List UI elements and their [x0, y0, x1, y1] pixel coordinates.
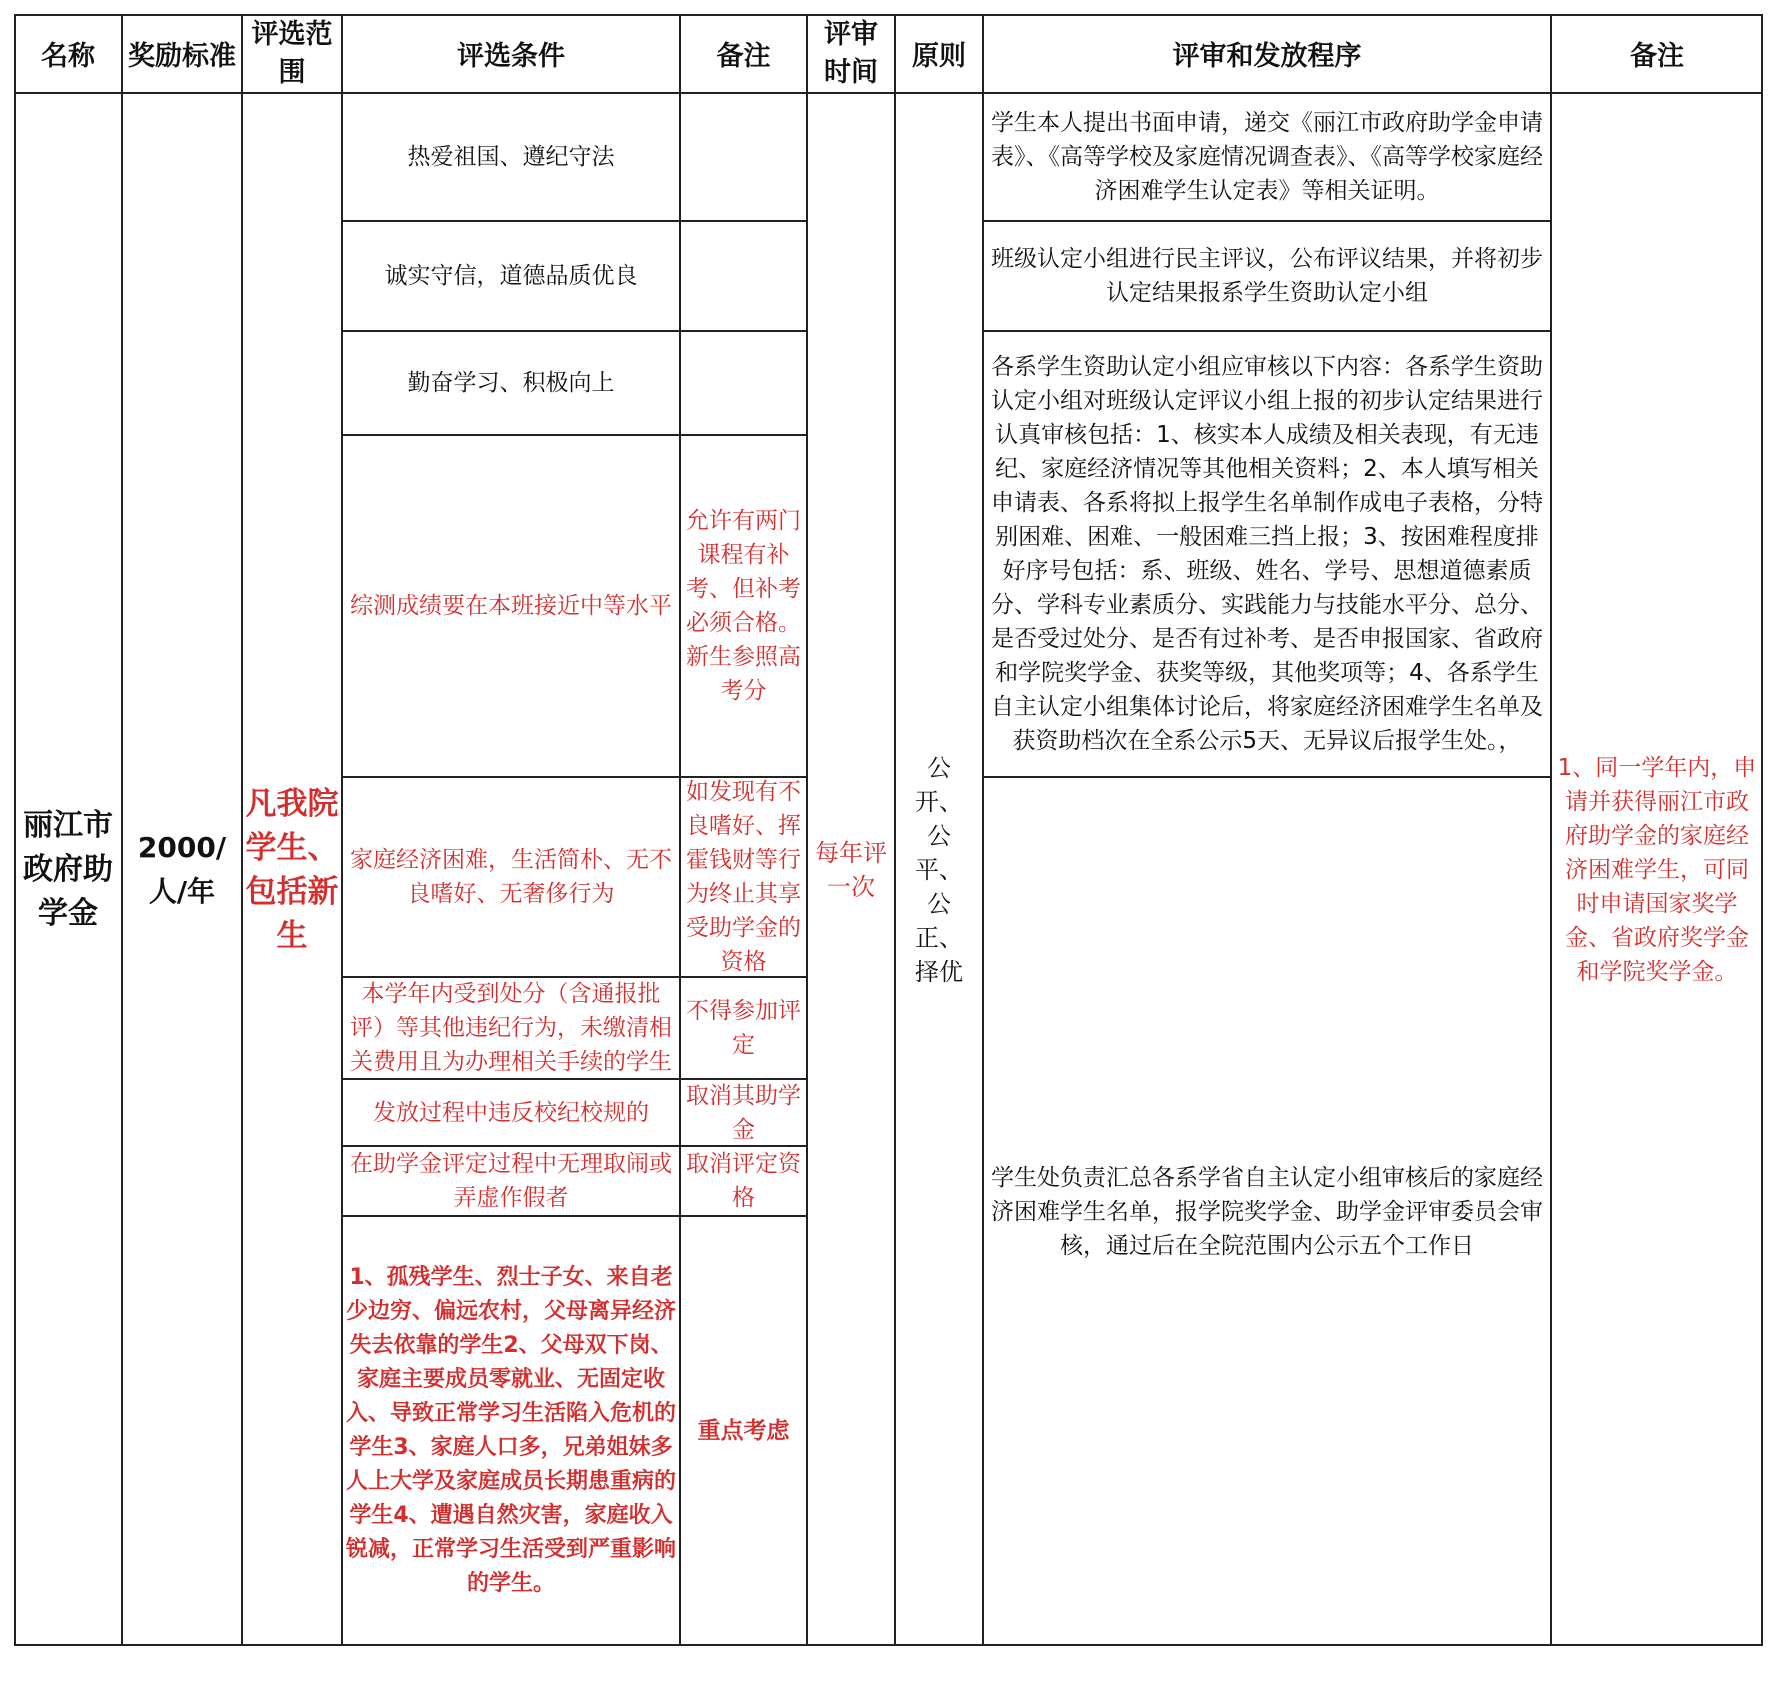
- condition-7: 发放过程中违反校纪校规的: [373, 1099, 649, 1126]
- remark-9: 重点考虑: [697, 1418, 790, 1444]
- header-procedure: 评审和发放程序: [1172, 41, 1362, 72]
- col-divider: [982, 14, 984, 1646]
- procedure-step-1: 学生本人提出书面申请，递交《丽江市政府助学金申请表》、《高等学校及家庭情况调查表》、《高等学校家庭经济困难学生认定表》等相关证明。: [991, 110, 1543, 204]
- col-divider: [679, 14, 681, 1646]
- header-name: 名称: [41, 41, 95, 72]
- time-cell: 每年评一次: [815, 838, 887, 901]
- row-divider: [342, 434, 807, 436]
- condition-1: 热爱祖国、遵纪守法: [407, 144, 615, 170]
- row-divider: [342, 220, 807, 222]
- condition-6: 本学年内受到处分（含通报批评）等其他违纪行为，未缴清相关费用且为办理相关手续的学生: [350, 981, 672, 1075]
- procedure-step-2: 班级认定小组进行民主评议，公布评议结果，并将初步认定结果报系学生资助认定小组: [991, 246, 1543, 306]
- remark-3: [680, 331, 807, 435]
- header-standard: 奖励标准: [128, 41, 236, 72]
- header-time: 评审时间: [824, 18, 878, 88]
- remark-8: 取消评定资格: [686, 1151, 801, 1211]
- condition-8: 在助学金评定过程中无理取闹或弄虚作假者: [350, 1151, 672, 1211]
- standard-cell: 2000/人/年: [137, 830, 227, 908]
- header-principle: 原则: [912, 41, 966, 72]
- condition-2: 诚实守信，道德品质优良: [384, 263, 638, 289]
- border-left: [14, 14, 16, 1646]
- row-divider: [342, 1145, 807, 1147]
- condition-3: 勤奋学习、积极向上: [407, 370, 615, 396]
- row-divider: [342, 776, 807, 778]
- condition-5: 家庭经济困难，生活简朴、无不良嗜好、无奢侈行为: [350, 847, 672, 907]
- row-divider: [342, 1215, 807, 1217]
- border-bottom: [14, 1644, 1763, 1646]
- header-divider: [14, 92, 1763, 94]
- name-cell: 丽江市政府助学金: [23, 807, 113, 931]
- remark-2: [680, 221, 807, 331]
- col-divider: [121, 14, 123, 1646]
- row-divider: [983, 330, 1551, 332]
- remark-4: 允许有两门课程有补考、但补考必须合格。新生参照高考分: [686, 508, 801, 704]
- row-divider: [342, 1078, 807, 1080]
- remark-1: [680, 93, 807, 221]
- row-divider: [983, 220, 1551, 222]
- row-divider: [342, 976, 807, 978]
- header-conditions: 评选条件: [457, 41, 565, 72]
- col-divider: [806, 14, 808, 1646]
- remark-7: 取消其助学金: [686, 1082, 801, 1143]
- col-divider: [341, 14, 343, 1646]
- border-top: [14, 14, 1763, 16]
- remark-5: 如发现有不良嗜好、挥霍钱财等行为终止其享受助学金的资格: [686, 779, 801, 975]
- col-divider: [241, 14, 243, 1646]
- header-scope: 评选范围: [251, 18, 333, 88]
- remark-6: 不得参加评定: [686, 998, 801, 1058]
- col-divider: [894, 14, 896, 1646]
- condition-9: 1、孤残学生、烈士子女、来自老少边穷、偏远农村，父母离异经济失去依靠的学生2、父母双下岗、家庭主要成员零就业、无固定收入、导致正常学习生活陷入危机的学生3、家庭人口多，兄弟姐妹多人上大学及家庭成员长期患重病的学生4、遭遇自然灾害，家庭收入锐减，正常学习生活受到严重影响的学生。: [346, 1265, 677, 1596]
- row-divider: [342, 330, 807, 332]
- condition-4: 综测成绩要在本班接近中等水平: [350, 593, 672, 619]
- col-divider: [1550, 14, 1552, 1646]
- principle-cell: 公开、公平、公正、择优: [915, 753, 963, 986]
- row-divider: [983, 776, 1551, 778]
- header-remark2: 备注: [1630, 41, 1684, 72]
- header-remark: 备注: [716, 41, 771, 72]
- procedure-step-3: 各系学生资助认定小组应审核以下内容：各系学生资助认定小组对班级认定评议小组上报的初步认定结果进行认真审核包括：1、核实本人成绩及相关表现，有无违纪、家庭经济情况等其他相关资料；2、本人填写相关申请表、各系将拟上报学生名单制作成电子表格，分特别困难、困难、一般困难三挡上报；3、按困难程度排好序号包括：系、班级、姓名、学号、思想道德素质分、学科专业素质分、实践能力与技能水平分、总分、是否受过处分、是否有过补考、是否申报国家、省政府和学院奖学金、获奖等级，其他奖项等；4、各系学生自主认定小组集体讨论后，将家庭经济困难学生名单及获资助档次在全系公示5天、无异议后报学生处。，: [991, 354, 1543, 754]
- border-right: [1761, 14, 1763, 1646]
- remark2-cell: 1、同一学年内，申请并获得丽江市政府助学金的家庭经济困难学生，可同时申请国家奖学金、省政府奖学金和学院奖学金。: [1557, 754, 1757, 985]
- scope-cell: 凡我院学生、包括新生: [245, 785, 339, 954]
- procedure-step-4: 学生处负责汇总各系学省自主认定小组审核后的家庭经济困难学生名单，报学院奖学金、助学金评审委员会审核，通过后在全院范围内公示五个工作日: [991, 1164, 1543, 1259]
